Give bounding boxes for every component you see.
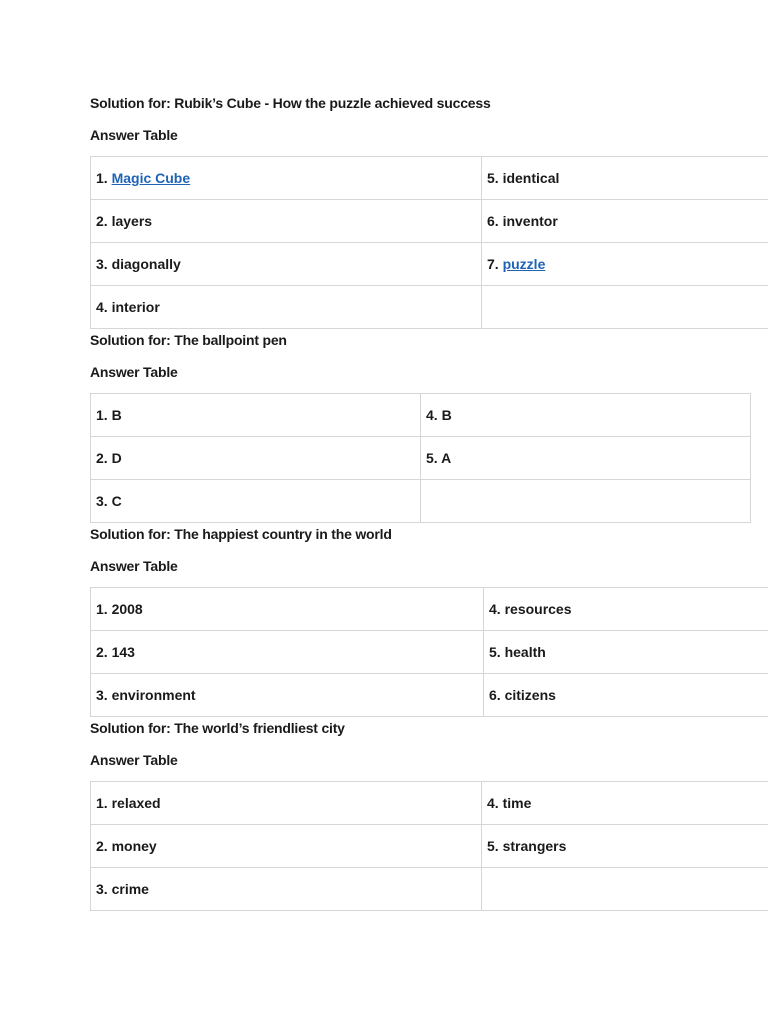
answer-number: 3. bbox=[96, 881, 108, 897]
answer-text: 2008 bbox=[111, 601, 143, 617]
answer-number: 5. bbox=[487, 170, 499, 186]
answer-link[interactable]: puzzle bbox=[502, 256, 546, 272]
table-cell bbox=[91, 674, 484, 717]
answer-number: 2. bbox=[96, 838, 108, 854]
empty-cell bbox=[482, 286, 768, 329]
answer-text: B bbox=[441, 407, 452, 423]
section-title: Solution for: The world’s friendliest city bbox=[90, 720, 345, 736]
table-row bbox=[91, 674, 768, 717]
answer-text: time bbox=[502, 795, 532, 811]
answer-number: 3. bbox=[96, 256, 108, 272]
answer-text: inventor bbox=[502, 213, 558, 229]
answer-table bbox=[90, 393, 751, 523]
answer-number: 2. bbox=[96, 450, 108, 466]
answer-text: citizens bbox=[504, 687, 556, 703]
table-cell bbox=[91, 286, 482, 329]
table-row bbox=[91, 480, 751, 523]
table-cell bbox=[482, 243, 768, 286]
answer-number: 1. bbox=[96, 601, 108, 617]
answer-number: 2. bbox=[96, 213, 108, 229]
answer-text: crime bbox=[111, 881, 149, 897]
answer-number: 5. bbox=[489, 644, 501, 660]
answer-text: resources bbox=[504, 601, 572, 617]
answer-number: 6. bbox=[487, 213, 499, 229]
answer-number: 2. bbox=[96, 644, 108, 660]
answer-number: 6. bbox=[489, 687, 501, 703]
section-ballpoint-pen bbox=[90, 329, 768, 523]
table-cell bbox=[91, 157, 482, 200]
answer-number: 5. bbox=[487, 838, 499, 854]
table-row bbox=[91, 243, 768, 286]
document-page bbox=[90, 92, 768, 911]
section-title: Solution for: The ballpoint pen bbox=[90, 332, 287, 348]
answer-number: 7. bbox=[487, 256, 499, 272]
answer-number: 3. bbox=[96, 493, 108, 509]
answer-text: B bbox=[111, 407, 122, 423]
table-row bbox=[91, 437, 751, 480]
answer-number: 4. bbox=[487, 795, 499, 811]
answer-table-heading: Answer Table bbox=[90, 752, 178, 768]
table-row bbox=[91, 157, 768, 200]
section-happiest-country bbox=[90, 523, 768, 717]
answer-number: 1. bbox=[96, 795, 108, 811]
table-cell bbox=[421, 394, 751, 437]
answer-table bbox=[90, 587, 768, 717]
table-cell bbox=[91, 631, 484, 674]
answer-table bbox=[90, 156, 768, 329]
table-row bbox=[91, 588, 768, 631]
answer-text: strangers bbox=[502, 838, 567, 854]
answer-text: environment bbox=[111, 687, 196, 703]
table-row bbox=[91, 868, 768, 911]
table-cell bbox=[91, 243, 482, 286]
answer-table bbox=[90, 781, 768, 911]
answer-text: identical bbox=[502, 170, 560, 186]
table-row bbox=[91, 286, 768, 329]
answer-text: interior bbox=[111, 299, 160, 315]
table-row bbox=[91, 200, 768, 243]
section-friendliest-city bbox=[90, 717, 768, 911]
table-cell bbox=[91, 588, 484, 631]
answer-text: money bbox=[111, 838, 157, 854]
table-cell bbox=[91, 394, 421, 437]
table-cell bbox=[482, 200, 768, 243]
answer-table-heading: Answer Table bbox=[90, 364, 178, 380]
table-cell bbox=[91, 825, 482, 868]
answer-text: A bbox=[441, 450, 452, 466]
answer-number: 4. bbox=[426, 407, 438, 423]
section-title: Solution for: Rubik’s Cube - How the puzzle achieved success bbox=[90, 95, 491, 111]
section-title: Solution for: The happiest country in the world bbox=[90, 526, 392, 542]
table-cell bbox=[484, 588, 768, 631]
answer-number: 4. bbox=[96, 299, 108, 315]
answer-table-heading: Answer Table bbox=[90, 558, 178, 574]
answer-text: relaxed bbox=[111, 795, 161, 811]
empty-cell bbox=[421, 480, 751, 523]
answer-link[interactable]: Magic Cube bbox=[111, 170, 191, 186]
answer-text: diagonally bbox=[111, 256, 181, 272]
table-cell bbox=[482, 157, 768, 200]
answer-text: 143 bbox=[111, 644, 135, 660]
table-cell bbox=[484, 631, 768, 674]
table-cell bbox=[91, 437, 421, 480]
answer-text: C bbox=[111, 493, 122, 509]
table-row bbox=[91, 825, 768, 868]
answer-table-heading: Answer Table bbox=[90, 127, 178, 143]
table-cell bbox=[91, 868, 482, 911]
empty-cell bbox=[482, 868, 768, 911]
answer-number: 1. bbox=[96, 407, 108, 423]
section-rubiks-cube bbox=[90, 92, 768, 329]
table-row bbox=[91, 782, 768, 825]
answer-number: 1. bbox=[96, 170, 108, 186]
answer-number: 5. bbox=[426, 450, 438, 466]
table-cell bbox=[91, 782, 482, 825]
table-row bbox=[91, 631, 768, 674]
answer-text: layers bbox=[111, 213, 153, 229]
table-row bbox=[91, 394, 751, 437]
table-cell bbox=[482, 782, 768, 825]
table-cell bbox=[484, 674, 768, 717]
table-cell bbox=[91, 480, 421, 523]
answer-text: D bbox=[111, 450, 122, 466]
table-cell bbox=[91, 200, 482, 243]
answer-number: 3. bbox=[96, 687, 108, 703]
table-cell bbox=[421, 437, 751, 480]
table-cell bbox=[482, 825, 768, 868]
answer-text: health bbox=[504, 644, 546, 660]
answer-number: 4. bbox=[489, 601, 501, 617]
